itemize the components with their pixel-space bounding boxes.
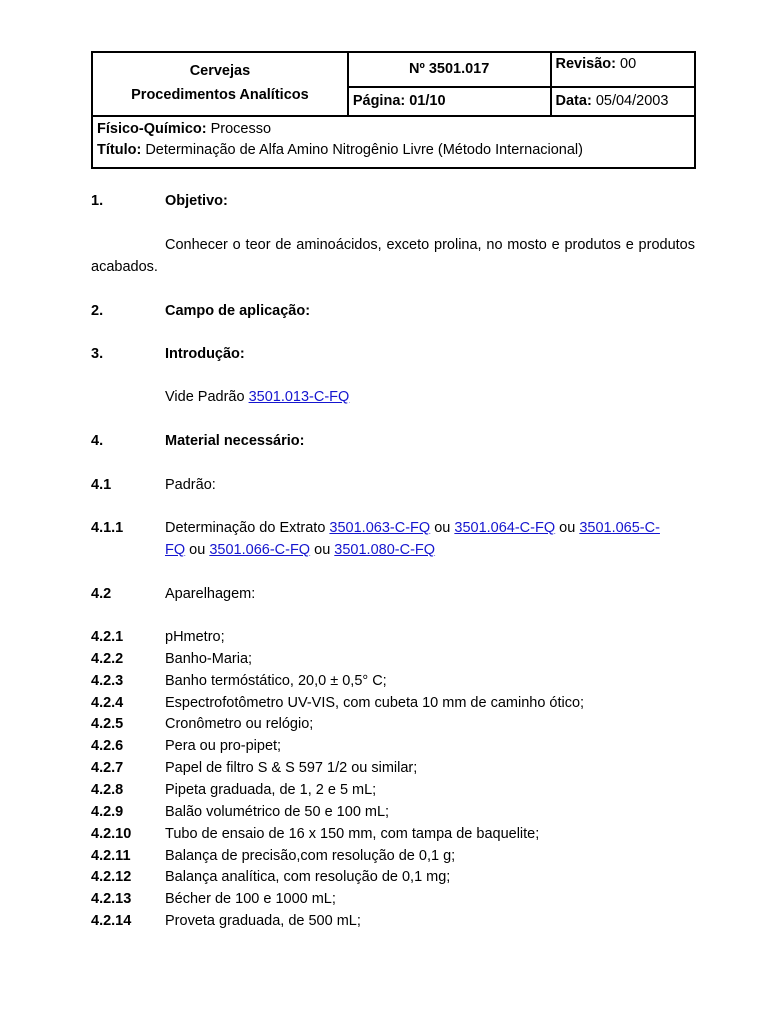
text-prefix: Vide Padrão xyxy=(165,389,245,405)
or-text: ou xyxy=(189,542,206,558)
standard-link-2[interactable]: 3501.064-C-FQ xyxy=(454,520,556,536)
info-cell xyxy=(92,116,695,168)
standard-link-3-cont[interactable]: FQ xyxy=(165,542,186,558)
item-text: Pera ou pro-pipet; xyxy=(165,738,282,754)
item-text: Papel de filtro S & S 597 1/2 ou similar; xyxy=(165,760,418,776)
or-text: ou xyxy=(559,520,576,536)
revision-cell xyxy=(551,52,695,87)
standard-link-1[interactable]: 3501.063-C-FQ xyxy=(329,520,431,536)
item-number: 4.2.11 xyxy=(91,848,131,864)
category-value: Processo xyxy=(210,121,272,137)
or-text: ou xyxy=(314,542,331,558)
item-text: Balança de precisão,com resolução de 0,1 g; xyxy=(165,848,456,864)
page-number: Página: 01/10 xyxy=(348,87,551,116)
title-value: Determinação de Alfa Amino Nitrogênio Livre (Método Internacional) xyxy=(145,142,583,158)
item-number: 4.2.7 xyxy=(91,760,124,776)
section-3-text-content xyxy=(165,387,349,407)
section-title: Objetivo: xyxy=(165,193,228,209)
item-text: Espectrofotômetro UV-VIS, com cubeta 10 mm de caminho ótico; xyxy=(165,695,585,711)
date-label: Data: xyxy=(555,93,592,110)
item-text: Pipeta graduada, de 1, 2 e 5 mL; xyxy=(165,782,377,798)
item-text: Balão volumétrico de 50 e 100 mL; xyxy=(165,804,390,820)
item-number: 4.2.6 xyxy=(91,738,124,754)
doc-number: Nº 3501.017 xyxy=(348,52,551,87)
section-number: 3. xyxy=(91,346,104,362)
section-number: 4.1.1 xyxy=(91,520,124,536)
section-1-text: Conhecer o teor de aminoácidos, exceto prolina, no mosto e produtos e produtos acabados. xyxy=(91,237,695,275)
item-number: 4.2.9 xyxy=(91,804,124,820)
title-label: Título: xyxy=(97,142,142,158)
item-number: 4.2.4 xyxy=(91,695,124,711)
item-text: Tubo de ensaio de 16 x 150 mm, com tampa de baquelite; xyxy=(165,826,540,842)
company-cell xyxy=(92,52,348,116)
category-line xyxy=(97,119,690,140)
item-text: pHmetro; xyxy=(165,629,225,645)
item-text: Cronômetro ou relógio; xyxy=(165,716,314,732)
standard-link-5[interactable]: 3501.080-C-FQ xyxy=(334,542,436,558)
revision-label: Revisão: xyxy=(555,56,616,72)
section-4-1-1-content-cont xyxy=(165,540,435,560)
date-cell xyxy=(551,87,695,116)
section-number: 1. xyxy=(91,193,104,209)
standard-link-4[interactable]: 3501.066-C-FQ xyxy=(209,542,311,558)
item-number: 4.2.8 xyxy=(91,782,124,798)
standard-link[interactable]: 3501.013-C-FQ xyxy=(248,389,350,405)
extract-prefix: Determinação do Extrato xyxy=(165,520,326,536)
date-value: 05/04/2003 xyxy=(595,93,669,110)
revision-value: 00 xyxy=(620,56,637,72)
item-number: 4.2.2 xyxy=(91,651,124,667)
category-label: Físico-Químico: xyxy=(97,121,207,137)
section-title: Material necessário: xyxy=(165,433,305,449)
standard-link-3[interactable]: 3501.065-C- xyxy=(579,520,660,536)
item-number: 4.2.12 xyxy=(91,869,132,885)
title-line xyxy=(97,140,690,161)
section-number: 4.1 xyxy=(91,477,112,493)
section-4-1-1-content xyxy=(165,518,660,538)
item-number: 4.2.1 xyxy=(91,629,124,645)
section-title: Campo de aplicação: xyxy=(165,303,311,319)
item-number: 4.2.14 xyxy=(91,913,132,929)
section-title: Introdução: xyxy=(165,346,245,362)
item-number: 4.2.13 xyxy=(91,891,132,907)
company-name: Cervejas xyxy=(189,63,251,79)
doc-type: Procedimentos Analíticos xyxy=(131,87,309,103)
document-header-table xyxy=(91,51,696,169)
section-number: 4.2 xyxy=(91,586,112,602)
section-number: 4. xyxy=(91,433,104,449)
item-number: 4.2.3 xyxy=(91,673,124,689)
item-text: Proveta graduada, de 500 mL; xyxy=(165,913,361,929)
or-text: ou xyxy=(434,520,451,536)
item-text: Bécher de 100 e 1000 mL; xyxy=(165,891,336,907)
item-text: Balança analítica, com resolução de 0,1 mg; xyxy=(165,869,451,885)
item-text: Banho termóstático, 20,0 ± 0,5° C; xyxy=(165,673,387,689)
section-title: Padrão: xyxy=(165,477,216,493)
item-number: 4.2.5 xyxy=(91,716,124,732)
item-number: 4.2.10 xyxy=(91,826,132,842)
section-number: 2. xyxy=(91,303,104,319)
item-text: Banho-Maria; xyxy=(165,651,253,667)
section-title: Aparelhagem: xyxy=(165,586,256,602)
